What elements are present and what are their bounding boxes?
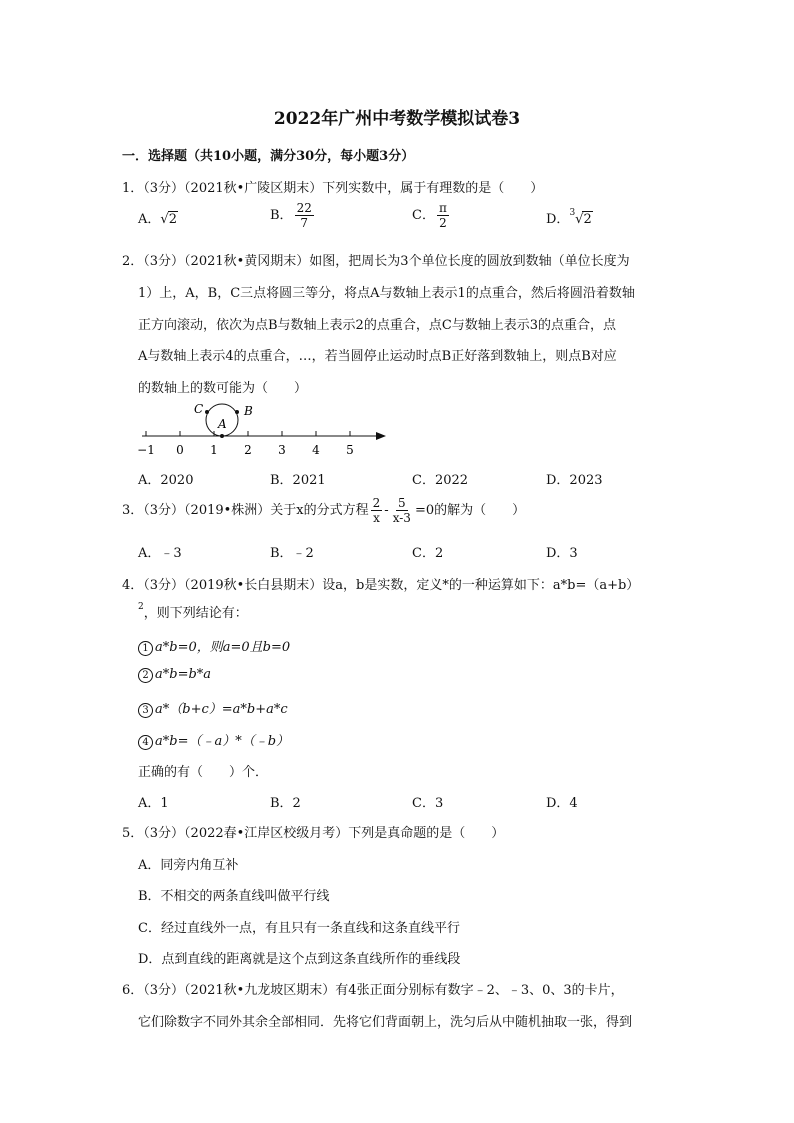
q2-line-1: 2．（3分）（2021秋•黄冈期末）如图，把周长为3个单位长度的圆放到数轴（单位长度为 xyxy=(122,254,630,269)
tick-label: 0 xyxy=(176,443,184,457)
q3-option-a: A．﹣3 xyxy=(138,546,182,561)
q5-stem: 5．（3分）（2022春•江岸区校级月考）下列是真命题的是（ ） xyxy=(122,826,505,841)
q1-option-d: D．$^3$√2 xyxy=(546,208,592,227)
tick-label: 1 xyxy=(210,443,218,457)
q3-option-c: C．2 xyxy=(412,546,444,561)
section-heading: 一．选择题（共10小题，满分30分，每小题3分） xyxy=(122,149,415,164)
q2-line-3: 正方向滚动，依次为点B与数轴上表示2的点重合，点C与数轴上表示3的点重合，点 xyxy=(138,318,617,333)
tick-label: 2 xyxy=(244,443,252,457)
q4-option-d: D．4 xyxy=(546,796,578,811)
q5-option-a: A．同旁内角互补 xyxy=(138,858,239,873)
q1-option-b: B． $\frac{22}{7}$ xyxy=(270,201,312,230)
q6-line-2: 它们除数字不同外其余全部相同．先将它们背面朝上，洗匀后从中随机抽取一张，得到 xyxy=(138,1015,633,1030)
q4-option-c: C．3 xyxy=(412,796,444,811)
page-title: 2022年广州中考数学模拟试卷3 xyxy=(273,109,521,129)
point-a-dot xyxy=(220,434,224,438)
q4-line-7: 正确的有（ ）个． xyxy=(138,765,269,780)
q4-statement-3: 3 a*（b+c）=a*b+a*c xyxy=(138,698,288,718)
q1-option-a: A．√2 xyxy=(138,212,177,227)
label-a: A xyxy=(218,417,227,431)
point-c-dot xyxy=(205,410,209,414)
tick-label: −1 xyxy=(137,443,155,457)
q4-statement-1: 1 a*b=0，则a=0且b=0 xyxy=(138,636,290,656)
axis-arrow-icon xyxy=(376,432,386,440)
q2-option-a: A．2020 xyxy=(138,473,194,488)
label-c: C xyxy=(194,402,204,416)
q4-statement-4: 4 a*b=（﹣a）*（﹣b） xyxy=(138,730,289,750)
q3-stem: 3．（3分）（2019•株洲）关于x的分式方程 $\frac{2}{x}$ - $\frac{5}{x-3}$ =0的解为（ ） xyxy=(122,496,526,525)
q2-line-4: A与数轴上表示4的点重合，…，若当圆停止运动时点B正好落到数轴上，则点B对应 xyxy=(138,349,617,364)
q3-option-b: B．﹣2 xyxy=(270,546,314,561)
q2-option-d: D．2023 xyxy=(546,473,603,488)
point-b-dot xyxy=(235,410,239,414)
q6-line-1: 6．（3分）（2021秋•九龙坡区期末）有4张正面分别标有数字﹣2、﹣3、0、3的卡片， xyxy=(122,983,624,998)
q5-option-c: C．经过直线外一点，有且只有一条直线和这条直线平行 xyxy=(138,921,460,936)
q2-line-2: 1）上，A，B，C三点将圆三等分，将点A与数轴上表示1的点重合，然后将圆沿着数轴 xyxy=(138,286,635,301)
q1-option-c: C． $\frac{\pi}{2}$ xyxy=(412,201,447,230)
q2-line-5: 的数轴上的数可能为（ ） xyxy=(138,381,308,396)
q4-statement-2: 2 a*b=b*a xyxy=(138,667,211,683)
q4-option-b: B．2 xyxy=(270,796,301,811)
q2-option-c: C．2022 xyxy=(412,473,469,488)
tick-label: 5 xyxy=(346,443,354,457)
label-b: B xyxy=(244,404,253,418)
q5-option-d: D．点到直线的距离就是这个点到这条直线所作的垂线段 xyxy=(138,952,461,967)
q5-option-b: B．不相交的两条直线叫做平行线 xyxy=(138,889,330,904)
tick-label: 4 xyxy=(312,443,320,457)
q4-line-2: $^2$，则下列结论有： xyxy=(138,602,248,621)
number-line-figure xyxy=(136,396,396,462)
q4-option-a: A．1 xyxy=(138,796,169,811)
q3-option-d: D．3 xyxy=(546,546,578,561)
tick-label: 3 xyxy=(278,443,286,457)
q1-stem: 1．（3分）（2021秋•广陵区期末）下列实数中，属于有理数的是（ ） xyxy=(122,181,544,196)
q2-option-b: B．2021 xyxy=(270,473,326,488)
q4-line-1: 4．（3分）（2019秋•长白县期末）设a，b是实数，定义*的一种运算如下：a*b=（a+b） xyxy=(122,578,640,593)
